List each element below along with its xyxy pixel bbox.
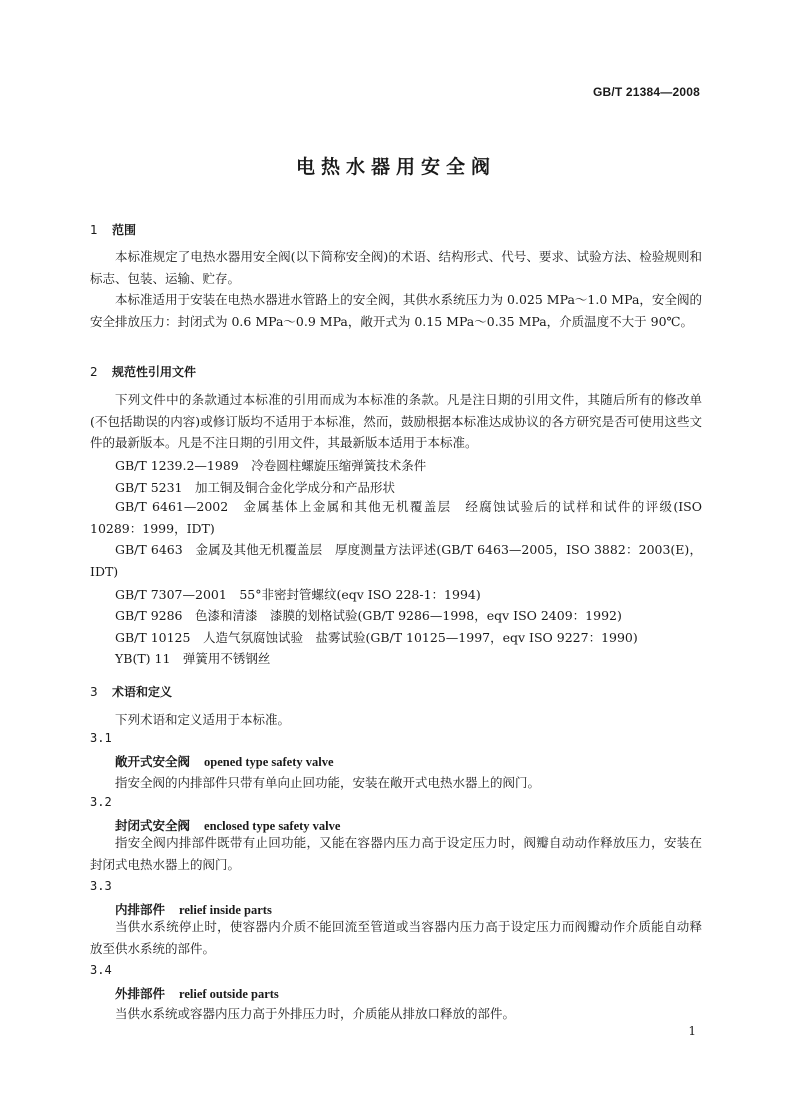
document-title: 电热水器用安全阀 — [295, 156, 496, 178]
section-3-heading — [90, 683, 172, 700]
section-number: 2 — [90, 365, 98, 379]
term-chinese: 外排部件 — [115, 986, 166, 1001]
page-number: 1 — [688, 1024, 696, 1038]
section-1-paragraph-2: 本标准适用于安装在电热水器进水管路上的安全阀，其供水系统压力为 0.025 MPa～1.0 MPa，安全阀的安全排放压力：封闭式为 0.6 MPa～0.9 MPa，敞开式为 0.15 MPa～0.35 MPa，介质温度不大于 90℃。 — [90, 292, 702, 329]
section-title: 范围 — [112, 223, 137, 237]
clause-number: 3.3 — [90, 879, 112, 893]
term-chinese: 内排部件 — [115, 902, 166, 917]
clause-number: 3.2 — [90, 795, 112, 809]
section-1-heading — [90, 221, 136, 238]
reference-item: GB/T 1239.2—1989 冷卷圆柱螺旋压缩弹簧技术条件 — [115, 458, 427, 473]
term-chinese: 封闭式安全阀 — [115, 818, 191, 833]
section-title: 规范性引用文件 — [112, 365, 197, 379]
term-heading — [115, 752, 334, 770]
clause-number: 3.1 — [90, 731, 112, 745]
term-english: opened type safety valve — [204, 755, 334, 769]
clause-number: 3.4 — [90, 963, 112, 977]
section-2-heading — [90, 363, 196, 380]
section-number: 3 — [90, 685, 98, 699]
reference-item: YB(T) 11 弹簧用不锈钢丝 — [115, 651, 271, 666]
reference-item: GB/T 9286 色漆和清漆 漆膜的划格试验(GB/T 9286—1998，eqv ISO 2409：1992) — [115, 608, 622, 623]
term-heading — [115, 984, 279, 1002]
reference-item: GB/T 6461—2002 金属基体上金属和其他无机覆盖层 经腐蚀试验后的试样和试件的评级(ISO 10289：1999，IDT) — [90, 499, 702, 536]
term-definition: 当供水系统或容器内压力高于外排压力时，介质能从排放口释放的部件。 — [115, 1006, 516, 1021]
reference-item: GB/T 5231 加工铜及铜合金化学成分和产品形状 — [115, 480, 396, 495]
section-1-paragraph-1: 本标准规定了电热水器用安全阀(以下简称安全阀)的术语、结构形式、代号、要求、试验方法、检验规则和标志、包装、运输、贮存。 — [90, 249, 702, 286]
term-definition: 指安全阀内排部件既带有止回功能，又能在容器内压力高于设定压力时，阀瓣自动动作释放压力，安装在封闭式电热水器上的阀门。 — [90, 835, 702, 872]
term-english: enclosed type safety valve — [204, 819, 341, 833]
reference-item: GB/T 6463 金属及其他无机覆盖层 厚度测量方法评述(GB/T 6463—2005，ISO 3882：2003(E)，IDT) — [90, 542, 702, 579]
reference-item: GB/T 7307—2001 55°非密封管螺纹(eqv ISO 228-1：1994) — [115, 587, 481, 602]
section-3-intro: 下列术语和定义适用于本标准。 — [115, 712, 291, 727]
term-definition: 指安全阀的内排部件只带有单向止回功能，安装在敞开式电热水器上的阀门。 — [115, 775, 541, 790]
section-number: 1 — [90, 223, 98, 237]
term-definition: 当供水系统停止时，使容器内介质不能回流至管道或当容器内压力高于设定压力而阀瓣动作介质能自动释放至供水系统的部件。 — [90, 919, 702, 956]
section-2-paragraph-1: 下列文件中的条款通过本标准的引用而成为本标准的条款。凡是注日期的引用文件，其随后所有的修改单(不包括勘误的内容)或修订版均不适用于本标准，然而，鼓励根据本标准达成协议的各方研究是否可使用这些文件的最新版本。凡是不注日期的引用文件，其最新版本适用于本标准。 — [90, 392, 702, 450]
term-chinese: 敞开式安全阀 — [115, 754, 191, 769]
term-english: relief outside parts — [179, 987, 279, 1001]
standard-code: GB/T 21384—2008 — [592, 85, 700, 99]
reference-item: GB/T 10125 人造气氛腐蚀试验 盐雾试验(GB/T 10125—1997，eqv ISO 9227：1990) — [115, 630, 638, 645]
term-english: relief inside parts — [179, 903, 272, 917]
section-title: 术语和定义 — [112, 685, 173, 699]
